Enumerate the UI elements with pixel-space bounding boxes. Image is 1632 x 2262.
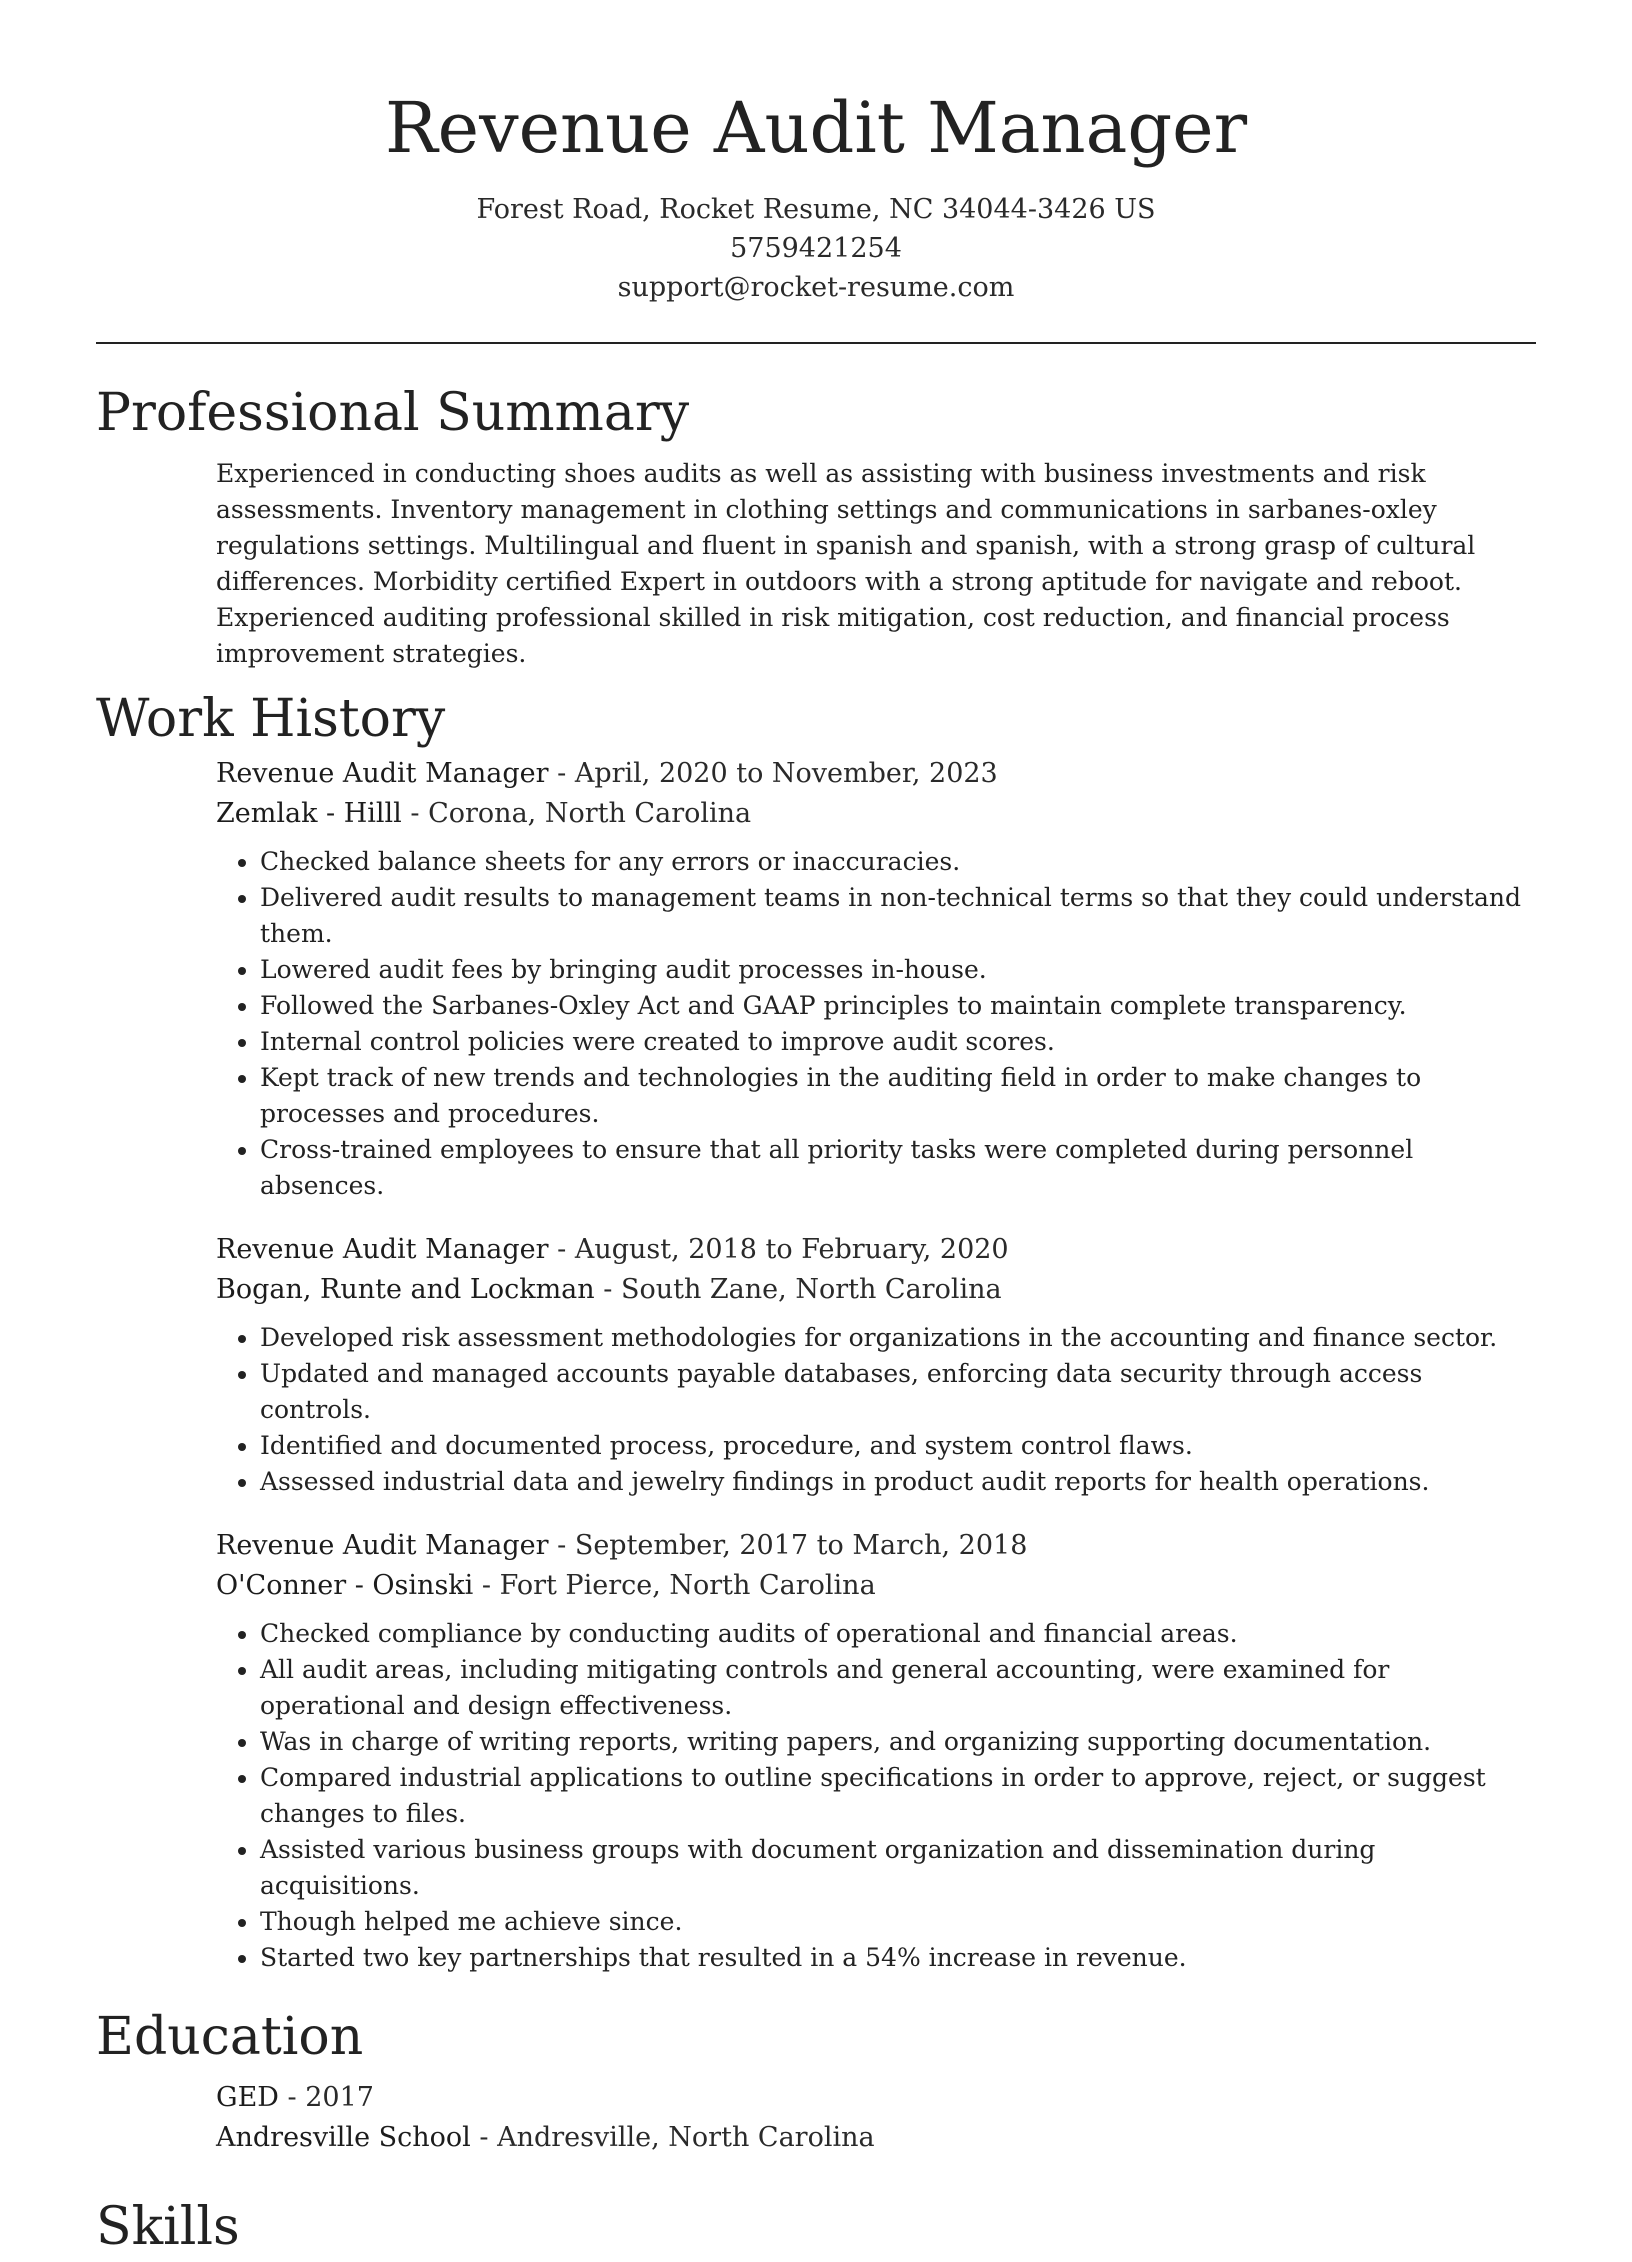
job-location: - Corona, North Carolina [401, 798, 752, 829]
job-entry [216, 1526, 1536, 1976]
job-location: - South Zane, North Carolina [594, 1274, 1002, 1305]
list-item: • Was in charge of writing reports, writing papers, and organizing supporting documentation. [260, 1724, 1536, 1760]
job-company: Bogan, Runte and Lockman [216, 1274, 595, 1305]
contact-block [0, 190, 1632, 307]
job-dates: - April, 2020 to November, 2023 [548, 758, 998, 789]
summary-heading: Professional Summary [96, 383, 690, 443]
list-item: • Assessed industrial data and jewelry findings in product audit reports for health operations. [260, 1464, 1536, 1500]
list-item: • Identified and documented process, procedure, and system control flaws. [260, 1428, 1536, 1464]
address: Forest Road, Rocket Resume, NC 34044-3426 US [476, 194, 1156, 225]
summary-text: Experienced in conducting shoes audits as well as assisting with business investments and risk assessments. Inventory management in clothing settings and communications in sarbanes-oxley regulations settings. Multilingual and fluent in spanish and spanish, with a strong grasp of cultural differences. Morbidity certified Expert in outdoors with a strong aptitude for navigate and reboot. Experienced auditing professional skilled in risk mitigation, cost reduction, and financial process improvement strategies. [216, 459, 1476, 668]
list-item: • Updated and managed accounts payable databases, enforcing data security through access controls. [260, 1356, 1536, 1428]
candidate-name: Revenue Audit Manager [384, 87, 1248, 169]
school-location: - Andresville, North Carolina [470, 2122, 875, 2153]
header-divider [96, 342, 1536, 344]
job-location: - Fort Pierce, North Carolina [473, 1570, 876, 1601]
job-dates: - August, 2018 to February, 2020 [548, 1234, 1009, 1265]
job-entry [216, 754, 1536, 1204]
list-item: • Checked balance sheets for any errors or inaccuracies. [260, 844, 1536, 880]
job-company: O'Conner - Osinski [216, 1570, 474, 1601]
skills-heading: Skills [96, 2197, 240, 2257]
list-item: • Followed the Sarbanes-Oxley Act and GAAP principles to maintain complete transparency. [260, 988, 1536, 1024]
resume-body [96, 378, 1536, 2262]
list-item: • Kept track of new trends and technologies in the auditing field in order to make changes to processes and procedures. [260, 1060, 1536, 1132]
job-title-line [216, 754, 1536, 794]
job-bullets [216, 1616, 1536, 1976]
job-dates: - September, 2017 to March, 2018 [548, 1530, 1028, 1561]
phone: 5759421254 [730, 233, 902, 264]
job-company-line [216, 1270, 1536, 1310]
list-item: • Assisted various business groups with document organization and dissemination during acquisitions. [260, 1832, 1536, 1904]
school-name: Andresville School [216, 2122, 471, 2153]
job-entry [216, 1230, 1536, 1500]
education-section [96, 2002, 1536, 2158]
job-company: Zemlak - Hilll [216, 798, 402, 829]
list-item: • Delivered audit results to management teams in non-technical terms so that they could understand them. [260, 880, 1536, 952]
list-item: • Lowered audit fees by bringing audit processes in-house. [260, 952, 1536, 988]
list-item: • Though helped me achieve since. [260, 1904, 1536, 1940]
email: support@rocket-resume.com [617, 272, 1015, 303]
work-history-heading: Work History [96, 689, 446, 749]
job-bullets [216, 1320, 1536, 1500]
job-role: Revenue Audit Manager [216, 1530, 549, 1561]
summary-section [96, 378, 1536, 672]
degree-year: - 2017 [278, 2082, 374, 2113]
degree-line [216, 2078, 1536, 2118]
list-item: • Internal control policies were created to improve audit scores. [260, 1024, 1536, 1060]
work-history-section [96, 684, 1536, 1976]
education-heading: Education [96, 2007, 364, 2067]
education-entry [216, 2078, 1536, 2158]
list-item: • Checked compliance by conducting audits of operational and financial areas. [260, 1616, 1536, 1652]
skills-section [96, 2192, 1536, 2262]
job-company-line [216, 794, 1536, 834]
list-item: • Cross-trained employees to ensure that all priority tasks were completed during personnel absences. [260, 1132, 1536, 1204]
list-item: • Compared industrial applications to outline specifications in order to approve, reject, or suggest changes to files. [260, 1760, 1536, 1832]
job-role: Revenue Audit Manager [216, 758, 549, 789]
job-title-line [216, 1230, 1536, 1270]
list-item: • Started two key partnerships that resulted in a 54% increase in revenue. [260, 1940, 1536, 1976]
job-bullets [216, 844, 1536, 1204]
list-item: • All audit areas, including mitigating controls and general accounting, were examined for operational and design effectiveness. [260, 1652, 1536, 1724]
school-line [216, 2118, 1536, 2158]
degree: GED [216, 2082, 279, 2113]
job-title-line [216, 1526, 1536, 1566]
job-company-line [216, 1566, 1536, 1606]
job-role: Revenue Audit Manager [216, 1234, 549, 1265]
list-item: • Developed risk assessment methodologies for organizations in the accounting and finance sector. [260, 1320, 1536, 1356]
resume-header [0, 0, 1632, 307]
